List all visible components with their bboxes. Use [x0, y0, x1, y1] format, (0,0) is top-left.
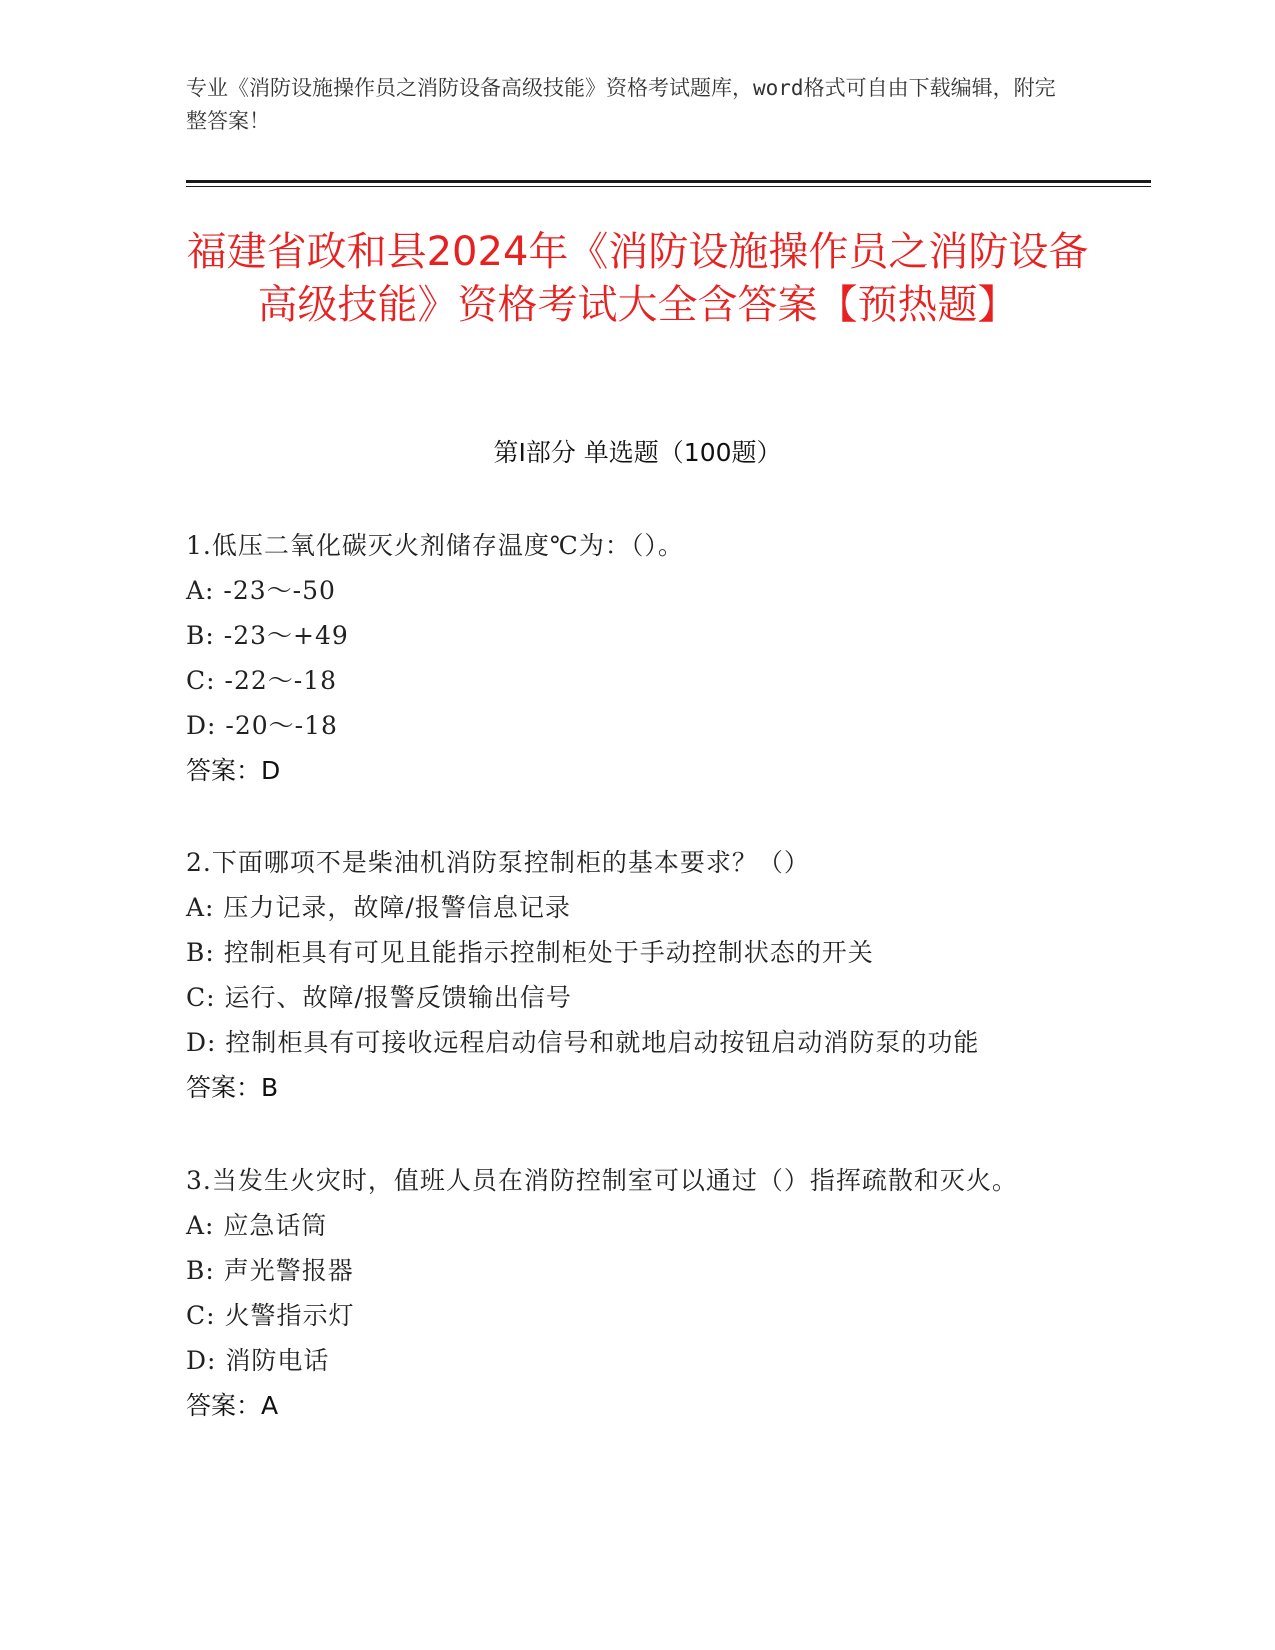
question-1 — [186, 523, 1086, 793]
option-b: B: 控制柜具有可见且能指示控制柜处于手动控制状态的开关 — [186, 938, 874, 967]
option-b: B: -23～+49 — [186, 621, 349, 650]
answer: 答案：B — [186, 1073, 279, 1102]
question-stem: 1.低压二氧化碳灭火剂储存温度℃为：（）。 — [186, 531, 684, 560]
option-c: C: 火警指示灯 — [186, 1301, 355, 1330]
question-stem: 2.下面哪项不是柴油机消防泵控制柜的基本要求？（） — [186, 848, 810, 877]
option-a: A: -23～-50 — [186, 576, 336, 605]
answer: 答案：D — [186, 756, 281, 785]
option-d: D: 消防电话 — [186, 1346, 330, 1375]
question-stem: 3.当发生火灾时，值班人员在消防控制室可以通过（）指挥疏散和灭火。 — [186, 1166, 1018, 1195]
option-c: C: 运行、故障/报警反馈输出信号 — [186, 983, 572, 1012]
option-a: A: 压力记录，故障/报警信息记录 — [186, 893, 571, 922]
header-divider-thick — [186, 180, 1151, 183]
document-title: 福建省政和县2024年《消防设施操作员之消防设备高级技能》资格考试大全含答案【预热题】 — [186, 229, 1089, 328]
header-note: 专业《消防设施操作员之消防设备高级技能》资格考试题库，word格式可自由下载编辑，附完整答案！ — [186, 76, 1056, 133]
option-d: D: 控制柜具有可接收远程启动信号和就地启动按钮启动消防泵的功能 — [186, 1028, 980, 1057]
option-d: D: -20～-18 — [186, 711, 338, 740]
option-a: A: 应急话筒 — [186, 1211, 328, 1240]
section-heading: 第I部分 单选题（100题） — [493, 438, 782, 467]
header-divider-thin — [186, 186, 1151, 187]
option-b: B: 声光警报器 — [186, 1256, 354, 1285]
question-3 — [186, 1158, 1086, 1428]
option-c: C: -22～-18 — [186, 666, 338, 695]
question-2 — [186, 840, 1086, 1110]
answer: 答案：A — [186, 1391, 279, 1420]
